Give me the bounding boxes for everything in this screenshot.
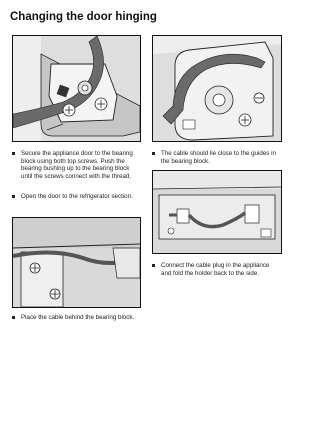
bullet-marker	[152, 152, 155, 155]
step-connect-plug	[152, 262, 280, 277]
step-text: Secure the appliance door to the bearing block using both top screws. Push the bearing bushing up to the bearing block until the screws connect with the thread.	[21, 150, 133, 180]
step-secure-door	[12, 150, 137, 180]
cable-plug-holder-illustration	[153, 171, 281, 253]
cable-in-bearing-block-illustration	[153, 36, 281, 141]
page-title: Changing the door hinging	[10, 11, 157, 23]
bullet-marker	[152, 264, 155, 267]
step-text: Place the cable behind the bearing block.	[21, 314, 135, 321]
step-cable-close	[152, 150, 280, 165]
step-text: The cable should lie close to the guides in the bearing block.	[161, 150, 276, 165]
bullet-marker	[12, 316, 15, 319]
figure-cable-plug-holder	[152, 170, 282, 254]
step-text: Connect the cable plug in the appliance and fold the holder back to the side.	[161, 262, 270, 277]
step-place-cable	[12, 314, 137, 322]
figure-hinge-bearing-block	[12, 35, 141, 142]
figure-door-hinge-corner	[12, 217, 141, 308]
bullet-marker	[12, 152, 15, 155]
hinge-bearing-block-illustration	[13, 36, 140, 141]
step-text: Open the door to the refrigerator section.	[21, 193, 133, 200]
door-hinge-corner-illustration	[13, 218, 140, 307]
figure-cable-in-bearing-block	[152, 35, 282, 142]
step-open-door	[12, 193, 137, 201]
bullet-marker	[12, 195, 15, 198]
